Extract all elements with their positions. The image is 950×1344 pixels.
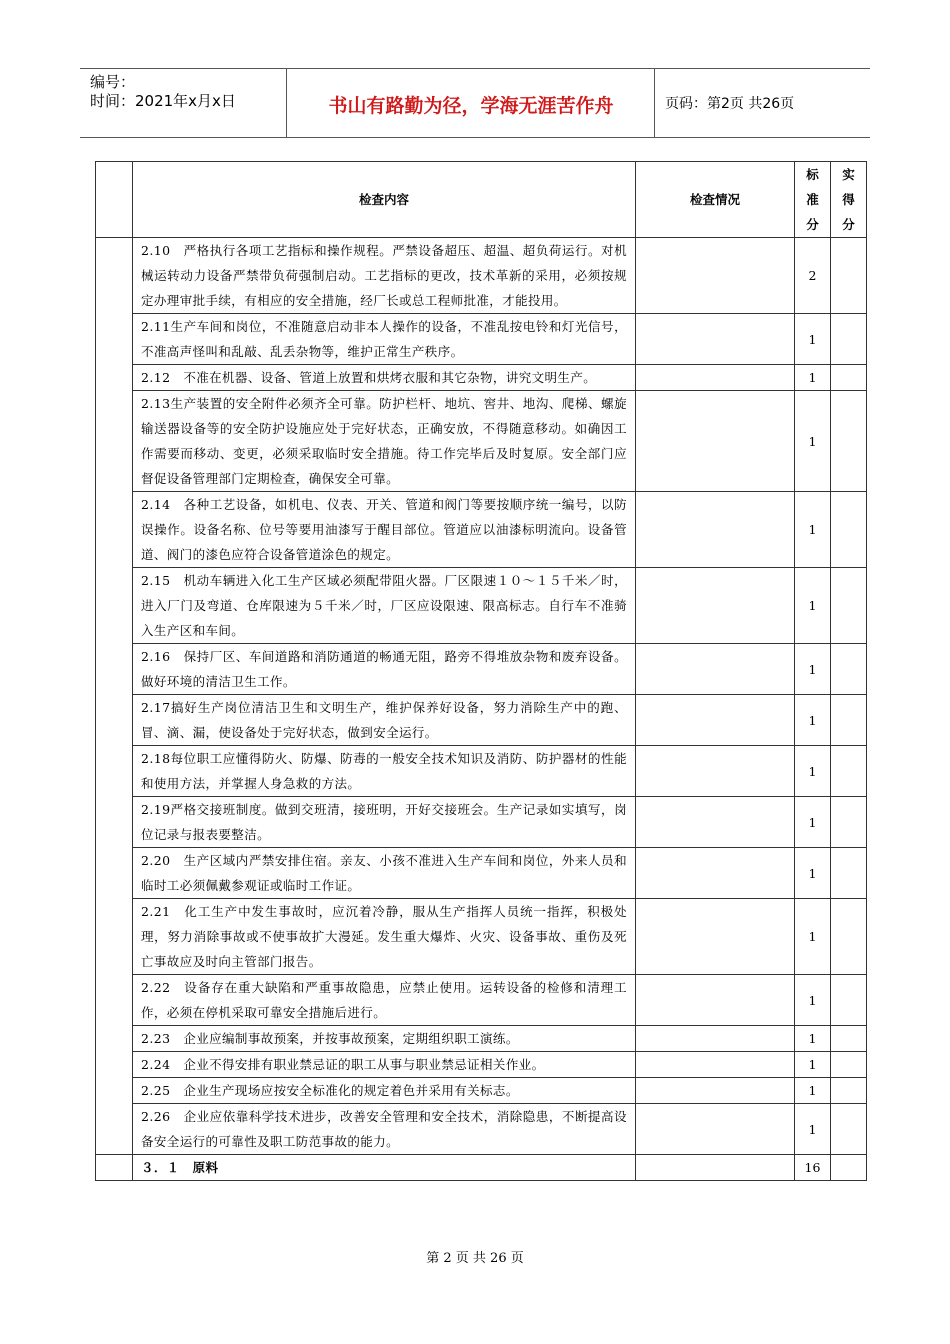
row-actual-score: [831, 1104, 867, 1155]
table-row: [96, 644, 867, 695]
row-check: [636, 391, 795, 492]
table-header-row: [96, 162, 867, 238]
header-std-char: 准: [806, 192, 819, 207]
row-actual-score: [831, 1155, 867, 1181]
row-actual-score: [831, 1078, 867, 1104]
row-check: [636, 1104, 795, 1155]
row-check: [636, 797, 795, 848]
row-actual-score: [831, 746, 867, 797]
header-check: 检查情况: [636, 162, 795, 238]
row-check: [636, 1052, 795, 1078]
header-page-info: 页码：第2页 共26页: [665, 96, 795, 112]
row-check: [636, 1155, 795, 1181]
time-label: 时间：2021年x月x日: [90, 92, 236, 110]
row-actual-score: [831, 391, 867, 492]
row-standard-score: 1: [795, 695, 831, 746]
row-content: 2.22 设备存在重大缺陷和严重事故隐患，应禁止使用。运转设备的检修和清理工作，必须在停机采取可靠安全措施后进行。: [133, 975, 636, 1026]
row-standard-score: 1: [795, 975, 831, 1026]
row-content: 2.20 生产区域内严禁安排住宿。亲友、小孩不准进入生产车间和岗位，外来人员和临时工必须佩戴参观证或临时工作证。: [133, 848, 636, 899]
row-standard-score: 1: [795, 1078, 831, 1104]
row-check: [636, 746, 795, 797]
header-std-char: 标: [806, 167, 819, 182]
row-index-cell: [96, 238, 133, 1155]
row-standard-score: 1: [795, 899, 831, 975]
row-actual-score: [831, 644, 867, 695]
row-standard-score: 1: [795, 1026, 831, 1052]
row-check: [636, 1078, 795, 1104]
row-content: 2.11生产车间和岗位，不准随意启动非本人操作的设备，不准乱按电铃和灯光信号，不准高声怪叫和乱敲、乱丢杂物等，维护正常生产秩序。: [133, 314, 636, 365]
row-content: 2.24 企业不得安排有职业禁忌证的职工从事与职业禁忌证相关作业。: [133, 1052, 636, 1078]
row-standard-score: 2: [795, 238, 831, 314]
row-content: 2.26 企业应依靠科学技术进步，改善安全管理和安全技术，消除隐患，不断提高设备安全运行的可靠性及职工防范事故的能力。: [133, 1104, 636, 1155]
page-header: [80, 68, 870, 138]
row-content: 2.15 机动车辆进入化工生产区域必须配带阻火器。厂区限速１０～１５千米／时，进入厂门及弯道、仓库限速为５千米／时，厂区应设限速、限高标志。自行车不准骑入生产区和车间。: [133, 568, 636, 644]
row-content: 2.23 企业应编制事故预案，并按事故预案，定期组织职工演练。: [133, 1026, 636, 1052]
row-content: 2.17搞好生产岗位清洁卫生和文明生产，维护保养好设备，努力消除生产中的跑、冒、滴、漏，使设备处于完好状态，做到安全运行。: [133, 695, 636, 746]
table-row: [96, 314, 867, 365]
row-actual-score: [831, 314, 867, 365]
table-row: [96, 391, 867, 492]
row-standard-score: 1: [795, 1052, 831, 1078]
header-act-char: 分: [842, 217, 855, 232]
row-actual-score: [831, 492, 867, 568]
header-act-char: 得: [842, 192, 855, 207]
row-content: 2.13生产装置的安全附件必须齐全可靠。防护栏杆、地坑、窖井、地沟、爬梯、螺旋输送器设备等的安全防护设施应处于完好状态，正确安放，不得随意移动。如确因工作需要而移动、变更，必须采取临时安全措施。待工作完毕后及时复原。安全部门应督促设备管理部门定期检查，确保安全可靠。: [133, 391, 636, 492]
row-check: [636, 1026, 795, 1052]
row-content: 2.21 化工生产中发生事故时，应沉着冷静，服从生产指挥人员统一指挥，积极处理，努力消除事故或不使事故扩大漫延。发生重大爆炸、火灾、设备事故、重伤及死亡事故应及时向主管部门报告。: [133, 899, 636, 975]
section-row: [96, 1155, 867, 1181]
row-standard-score: 1: [795, 746, 831, 797]
row-standard-score: 1: [795, 492, 831, 568]
header-motto: 书山有路勤为径，学海无涯苦作舟: [328, 95, 614, 117]
table-row: [96, 848, 867, 899]
table-row: [96, 1052, 867, 1078]
row-standard-score: 1: [795, 797, 831, 848]
row-content: 2.14 各种工艺设备，如机电、仪表、开关、管道和阀门等要按顺序统一编号，以防误操作。设备名称、位号等要用油漆写于醒目部位。管道应以油漆标明流向。设备管道、阀门的漆色应符合设备管道涂色的规定。: [133, 492, 636, 568]
table-row: [96, 1078, 867, 1104]
table-row: [96, 746, 867, 797]
header-act-char: 实: [842, 167, 855, 182]
row-content: 2.18每位职工应懂得防火、防爆、防毒的一般安全技术知识及消防、防护器材的性能和使用方法，并掌握人身急救的方法。: [133, 746, 636, 797]
row-standard-score: 1: [795, 314, 831, 365]
row-content: 2.25 企业生产现场应按安全标准化的规定着色并采用有关标志。: [133, 1078, 636, 1104]
row-actual-score: [831, 1026, 867, 1052]
table-row: [96, 695, 867, 746]
table-row: [96, 365, 867, 391]
row-check: [636, 314, 795, 365]
row-actual-score: [831, 797, 867, 848]
row-actual-score: [831, 238, 867, 314]
row-standard-score: 1: [795, 391, 831, 492]
row-standard-score: 1: [795, 568, 831, 644]
table-row: [96, 238, 867, 314]
header-index-cell: [96, 162, 133, 238]
table-row: [96, 975, 867, 1026]
row-standard-score: 1: [795, 644, 831, 695]
row-check: [636, 975, 795, 1026]
row-content: 2.12 不准在机器、设备、管道上放置和烘烤衣服和其它杂物，讲究文明生产。: [133, 365, 636, 391]
table-row: [96, 1026, 867, 1052]
section-standard-score: 16: [795, 1155, 831, 1181]
row-actual-score: [831, 899, 867, 975]
row-check: [636, 695, 795, 746]
row-check: [636, 848, 795, 899]
header-content: 检查内容: [133, 162, 636, 238]
row-check: [636, 365, 795, 391]
table-row: [96, 1104, 867, 1155]
header-std-char: 分: [806, 217, 819, 232]
number-label: 编号：: [90, 73, 136, 91]
row-standard-score: 1: [795, 848, 831, 899]
page-footer: 第 2 页 共 26 页: [426, 1251, 524, 1266]
table-row: [96, 492, 867, 568]
table-row: [96, 899, 867, 975]
row-check: [636, 238, 795, 314]
table-row: [96, 568, 867, 644]
row-check: [636, 899, 795, 975]
header-meta: [90, 73, 236, 111]
row-check: [636, 568, 795, 644]
row-check: [636, 644, 795, 695]
row-index-cell: [96, 1155, 133, 1181]
row-actual-score: [831, 365, 867, 391]
row-content: 2.16 保持厂区、车间道路和消防通道的畅通无阻，路旁不得堆放杂物和废弃设备。做好环境的清洁卫生工作。: [133, 644, 636, 695]
row-actual-score: [831, 568, 867, 644]
table-row: [96, 797, 867, 848]
row-standard-score: 1: [795, 1104, 831, 1155]
row-actual-score: [831, 975, 867, 1026]
row-standard-score: 1: [795, 365, 831, 391]
row-check: [636, 492, 795, 568]
section-title: ３．１ 原料: [133, 1155, 636, 1181]
row-content: 2.19严格交接班制度。做到交班清，接班明，开好交接班会。生产记录如实填写，岗位记录与报表要整洁。: [133, 797, 636, 848]
row-content: 2.10 严格执行各项工艺指标和操作规程。严禁设备超压、超温、超负荷运行。对机械运转动力设备严禁带负荷强制启动。工艺指标的更改，技术革新的采用，必须按规定办理审批手续，有相应的安全措施，经厂长或总工程师批准，才能投用。: [133, 238, 636, 314]
row-actual-score: [831, 1052, 867, 1078]
header-actual-score: [831, 162, 867, 238]
row-actual-score: [831, 848, 867, 899]
header-standard-score: [795, 162, 831, 238]
row-actual-score: [831, 695, 867, 746]
header-divider-right: [654, 69, 655, 137]
inspection-table: [95, 161, 867, 1181]
